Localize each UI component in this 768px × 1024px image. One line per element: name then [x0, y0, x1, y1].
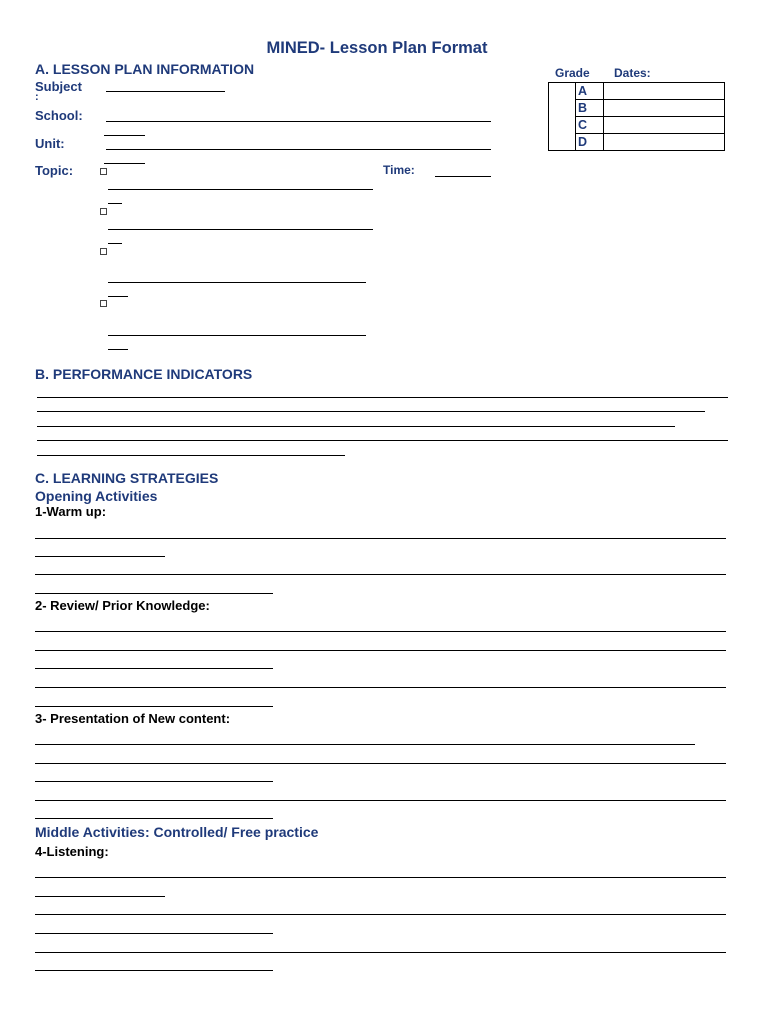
date-cell[interactable]: [604, 134, 725, 151]
middle-activities-heading: Middle Activities: Controlled/ Free practice: [35, 824, 319, 840]
grade-row-c: [549, 117, 725, 134]
school-field-line-2[interactable]: [104, 135, 145, 136]
listening-line[interactable]: [35, 896, 165, 897]
topic-checkbox-4[interactable]: [100, 300, 107, 307]
school-field-line[interactable]: [106, 121, 491, 122]
grade-row-a: [549, 83, 725, 100]
date-cell[interactable]: [604, 117, 725, 134]
subject-label: Subject: [35, 79, 82, 94]
listening-label: 4-Listening:: [35, 844, 109, 859]
grade-row-b: [549, 100, 725, 117]
performance-line[interactable]: [37, 397, 728, 398]
opening-activities-heading: Opening Activities: [35, 488, 158, 504]
unit-label: Unit:: [35, 136, 65, 151]
topic-line-2-tail[interactable]: [108, 243, 122, 244]
topic-line-1[interactable]: [108, 189, 373, 190]
presentation-line[interactable]: [35, 763, 726, 764]
presentation-line[interactable]: [35, 800, 726, 801]
review-line[interactable]: [35, 650, 726, 651]
topic-line-4-tail[interactable]: [108, 349, 128, 350]
date-cell[interactable]: [604, 83, 725, 100]
unit-field-line-2[interactable]: [104, 163, 145, 164]
time-label: Time:: [383, 163, 415, 177]
grade-letter: D: [576, 134, 604, 151]
warmup-line[interactable]: [35, 593, 273, 594]
listening-line[interactable]: [35, 952, 726, 953]
topic-label: Topic:: [35, 163, 74, 178]
topic-checkbox-3[interactable]: [100, 248, 107, 255]
subject-colon: :: [35, 91, 39, 103]
presentation-line[interactable]: [35, 744, 695, 745]
review-line[interactable]: [35, 706, 273, 707]
dates-label: Dates:: [614, 66, 651, 80]
presentation-label: 3- Presentation of New content:: [35, 711, 231, 726]
warmup-line[interactable]: [35, 556, 165, 557]
listening-line[interactable]: [35, 933, 273, 934]
grade-letter: C: [576, 117, 604, 134]
section-a-heading: A. LESSON PLAN INFORMATION: [35, 61, 255, 77]
topic-checkbox-1[interactable]: [100, 168, 107, 175]
presentation-line[interactable]: [35, 818, 273, 819]
school-label: School:: [35, 108, 83, 123]
listening-line[interactable]: [35, 970, 273, 971]
performance-line[interactable]: [37, 426, 675, 427]
section-b-heading: B. PERFORMANCE INDICATORS: [35, 366, 253, 382]
performance-line[interactable]: [37, 455, 345, 456]
time-field-line[interactable]: [435, 176, 491, 177]
review-line[interactable]: [35, 668, 273, 669]
presentation-line[interactable]: [35, 781, 273, 782]
date-cell[interactable]: [604, 100, 725, 117]
grade-dates-table: [548, 82, 725, 151]
grade-letter: B: [576, 100, 604, 117]
listening-line[interactable]: [35, 877, 726, 878]
grade-label: Grade: [555, 66, 590, 80]
topic-checkbox-2[interactable]: [100, 208, 107, 215]
listening-line[interactable]: [35, 914, 726, 915]
warmup-label: 1-Warm up:: [35, 504, 107, 519]
unit-field-line[interactable]: [106, 149, 491, 150]
review-line[interactable]: [35, 687, 726, 688]
section-c-heading: C. LEARNING STRATEGIES: [35, 470, 219, 486]
topic-line-3[interactable]: [108, 282, 366, 283]
topic-line-4[interactable]: [108, 335, 366, 336]
grade-row-d: [549, 134, 725, 151]
page-title: MINED- Lesson Plan Format: [266, 39, 488, 57]
topic-line-1-tail[interactable]: [108, 203, 122, 204]
review-label: 2- Review/ Prior Knowledge:: [35, 598, 210, 613]
performance-line[interactable]: [37, 440, 728, 441]
subject-field-line[interactable]: [106, 91, 225, 92]
grade-spacer-cell: [549, 83, 576, 151]
review-line[interactable]: [35, 631, 726, 632]
performance-line[interactable]: [37, 411, 705, 412]
topic-line-2[interactable]: [108, 229, 373, 230]
topic-line-3-tail[interactable]: [108, 296, 128, 297]
grade-letter: A: [576, 83, 604, 100]
warmup-line[interactable]: [35, 538, 726, 539]
warmup-line[interactable]: [35, 574, 726, 575]
